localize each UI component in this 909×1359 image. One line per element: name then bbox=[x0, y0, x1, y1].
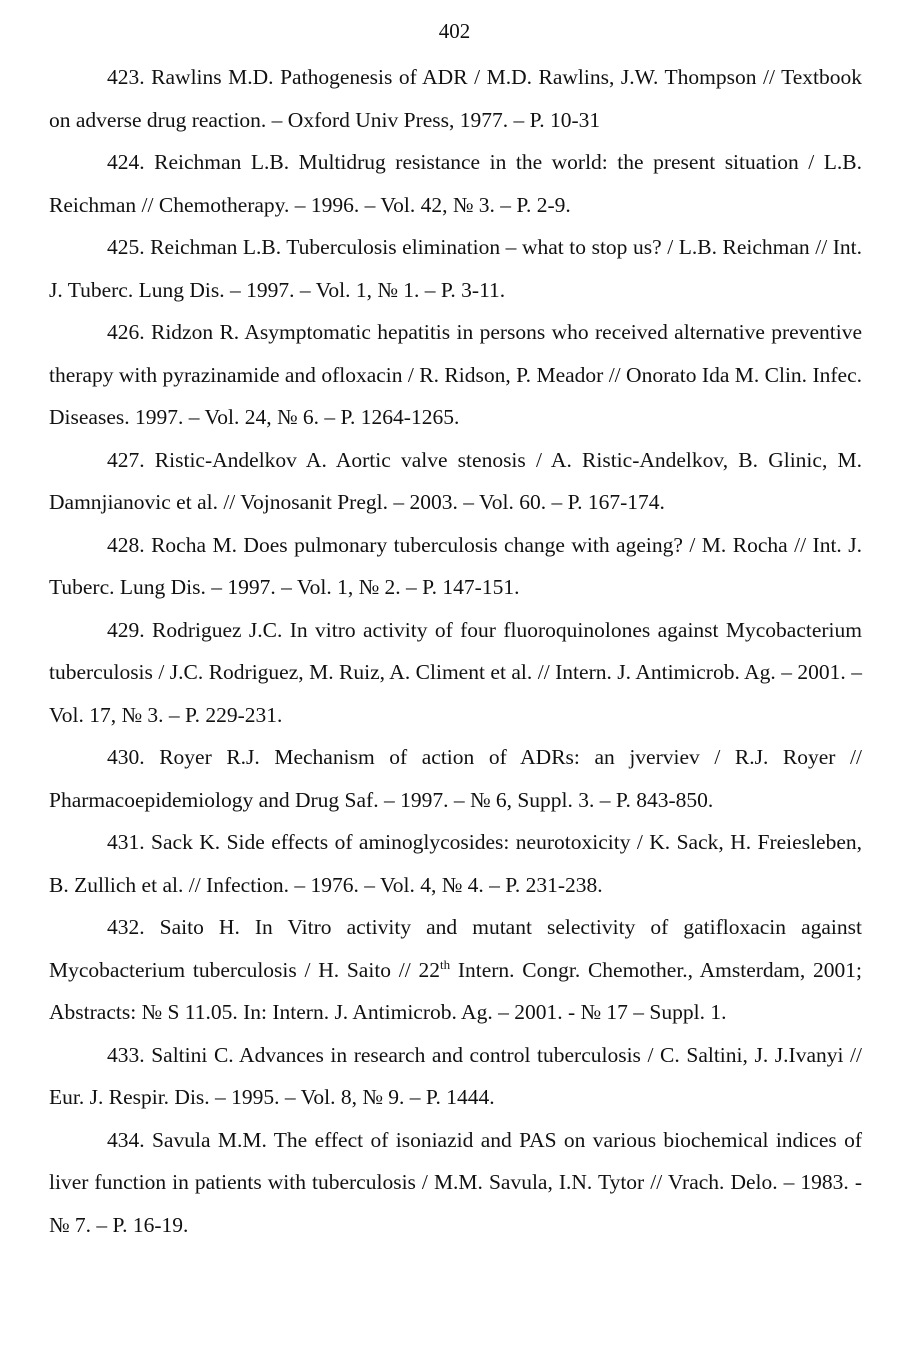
reference-424: 424. Reichman L.B. Multidrug resistance in the world: the present situation / L.B. Reichman // Chemotherapy. – 1996. – Vol. 42, № 3. – P. 2-9. bbox=[49, 150, 862, 217]
reference-427: 427. Ristic-Andelkov A. Aortic valve stenosis / A. Ristic-Andelkov, B. Glinic, M. Damnjianovic et al. // Vojnosanit Pregl. – 2003. – Vol. 60. – P. 167-174. bbox=[49, 447, 862, 514]
reference-429: 429. Rodriguez J.C. In vitro activity of four fluoroquinolones against Mycobacterium tuberculosis / J.C. Rodriguez, M. Ruiz, A. Climent et al. // Intern. J. Antimicrob. Ag. – 2001. – Vol. 17, № 3. – P. 229-231. bbox=[49, 617, 862, 727]
ordinal-superscript: th bbox=[439, 956, 451, 972]
reference-426: 426. Ridzon R. Asymptomatic hepatitis in persons who received alternative preventive therapy with pyrazinamide and ofloxacin / R. Ridson, P. Meador // Onorato Ida M. Clin. Infec. Diseases. 1997. – Vol. 24, № 6. – P. 1264-1265. bbox=[49, 320, 862, 429]
reference-432 bbox=[49, 906, 862, 1034]
reference-431: 431. Sack K. Side effects of aminoglycosides: neurotoxicity / K. Sack, H. Freiesleben, B. Zullich et al. // Infection. – 1976. – Vol. 4, № 4. – P. 231-238. bbox=[49, 830, 862, 897]
page-number: 402 bbox=[438, 19, 471, 43]
reference-425: 425. Reichman L.B. Tuberculosis elimination – what to stop us? / L.B. Reichman // Int. J. Tuberc. Lung Dis. – 1997. – Vol. 1, № 1. – P. 3-11. bbox=[49, 235, 862, 302]
reference-428: 428. Rocha M. Does pulmonary tuberculosis change with ageing? / M. Rocha // Int. J. Tuberc. Lung Dis. – 1997. – Vol. 1, № 2. – P. 147-151. bbox=[49, 532, 862, 599]
reference-423: 423. Rawlins M.D. Pathogenesis of ADR / M.D. Rawlins, J.W. Thompson // Textbook on adverse drug reaction. – Oxford Univ Press, 1977. – P. 10-31 bbox=[49, 65, 862, 132]
reference-432-text-after: Intern. Congr. Chemother., Amsterdam, 2001; Abstracts: № S 11.05. In: Intern. J. Antimicrob. Ag. – 2001. - № 17 – Suppl. 1. bbox=[49, 957, 862, 1024]
reference-432-text-before: 432. Saito H. In Vitro activity and mutant selectivity of gatifloxacin against Mycobacterium tuberculosis / H. Saito // 22 bbox=[49, 915, 862, 982]
reference-433: 433. Saltini C. Advances in research and control tuberculosis / C. Saltini, J. J.Ivanyi // Eur. J. Respir. Dis. – 1995. – Vol. 8, № 9. – P. 1444. bbox=[49, 1042, 862, 1109]
reference-430: 430. Royer R.J. Mechanism of action of ADRs: an jverviev / R.J. Royer // Pharmacoepidemiology and Drug Saf. – 1997. – № 6, Suppl. 3. – P. 843-850. bbox=[49, 745, 862, 812]
reference-434: 434. Savula M.M. The effect of isoniazid and PAS on various biochemical indices of liver function in patients with tuberculosis / M.M. Savula, I.N. Tytor // Vrach. Delo. – 1983. - № 7. – P. 16-19. bbox=[49, 1127, 862, 1237]
reference-list bbox=[49, 56, 862, 1246]
